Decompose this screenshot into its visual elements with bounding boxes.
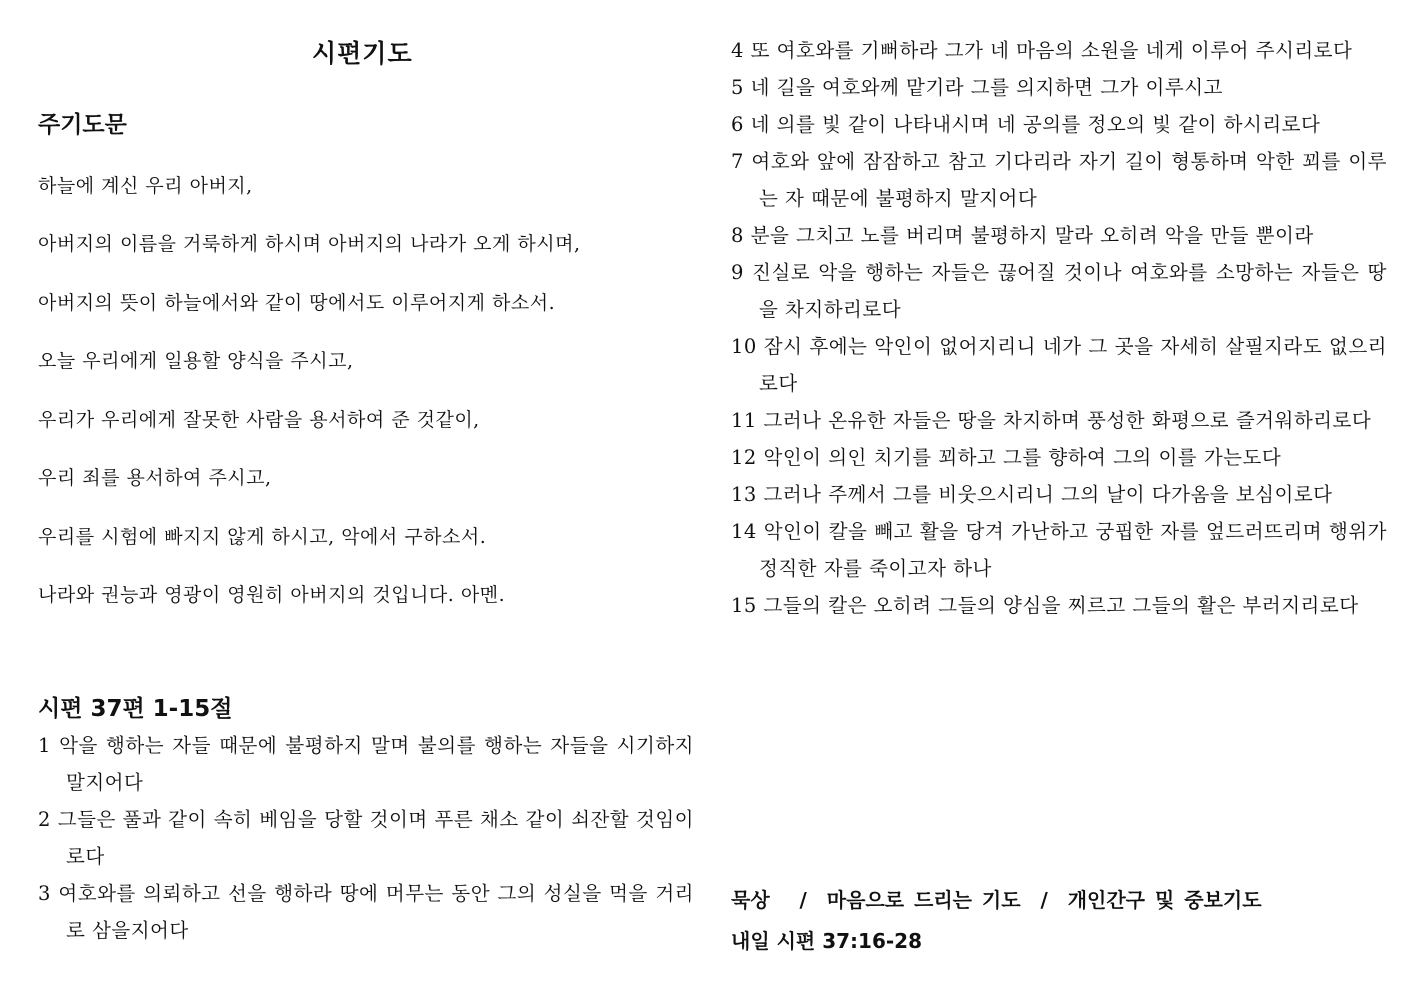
psalm-verse: 14 악인이 칼을 빼고 활을 당겨 가난하고 궁핍한 자를 엎드러뜨리며 행위가 정직한 자를 죽이고자 하나 xyxy=(731,520,1387,580)
psalm-heading: 시편 37편 1-15절 xyxy=(38,696,233,722)
prayer-line: 아버지의 이름을 거룩하게 하시며 아버지의 나라가 오게 하시며, xyxy=(38,233,581,255)
psalm-verse: 9 진실로 악을 행하는 자들은 끊어질 것이나 여호와를 소망하는 자들은 땅을 차지하리로다 xyxy=(731,261,1387,321)
psalm-verse: 3 여호와를 의뢰하고 선을 행하라 땅에 머무는 동안 그의 성실을 먹을 거리로 삼을지어다 xyxy=(38,882,694,942)
prayer-line: 나라와 권능과 영광이 영원히 아버지의 것입니다. 아멘. xyxy=(38,584,506,606)
lords-prayer-heading: 주기도문 xyxy=(38,112,127,138)
prayer-line: 우리가 우리에게 잘못한 사람을 용서하여 준 것같이, xyxy=(38,409,480,431)
psalm-verse: 1 악을 행하는 자들 때문에 불평하지 말며 불의를 행하는 자들을 시기하지 말지어다 xyxy=(38,734,694,794)
psalm-verse: 5 네 길을 여호와께 맡기라 그를 의지하면 그가 이루시고 xyxy=(731,76,1223,99)
tomorrow-reading: 내일 시편 37:16-28 xyxy=(731,929,923,953)
psalm-verse: 10 잠시 후에는 악인이 없어지리니 네가 그 곳을 자세히 살필지라도 없으리로다 xyxy=(731,335,1387,395)
psalm-verse: 12 악인이 의인 치기를 꾀하고 그를 향하여 그의 이를 가는도다 xyxy=(731,446,1282,469)
psalm-verse: 13 그러나 주께서 그를 비웃으시리니 그의 날이 다가옴을 보심이로다 xyxy=(731,483,1333,506)
prayer-line: 하늘에 계신 우리 아버지, xyxy=(38,175,253,197)
psalm-verse: 2 그들은 풀과 같이 속히 베임을 당할 것이며 푸른 채소 같이 쇠잔할 것임이로다 xyxy=(38,808,694,868)
psalm-verses-left xyxy=(38,727,694,949)
prayer-line: 아버지의 뜻이 하늘에서와 같이 땅에서도 이루어지게 하소서. xyxy=(38,292,556,314)
psalm-verse: 15 그들의 칼은 오히려 그들의 양심을 찌르고 그들의 활은 부러지리로다 xyxy=(731,594,1359,617)
psalm-verse: 7 여호와 앞에 잠잠하고 참고 기다리라 자기 길이 형통하며 악한 꾀를 이루는 자 때문에 불평하지 말지어다 xyxy=(731,150,1387,210)
meditation-guide: 묵상 / 마음으로 드리는 기도 / 개인간구 및 중보기도 xyxy=(731,888,1262,912)
prayer-line: 우리를 시험에 빠지지 않게 하시고, 악에서 구하소서. xyxy=(38,526,487,548)
psalm-verse: 8 분을 그치고 노를 버리며 불평하지 말라 오히려 악을 만들 뿐이라 xyxy=(731,224,1314,247)
page-title: 시편기도 xyxy=(312,39,413,68)
psalm-verse: 11 그러나 온유한 자들은 땅을 차지하며 풍성한 화평으로 즐거워하리로다 xyxy=(731,409,1372,432)
psalm-verse: 6 네 의를 빛 같이 나타내시며 네 공의를 정오의 빛 같이 하시리로다 xyxy=(731,113,1321,136)
psalm-verses-right xyxy=(731,32,1387,624)
psalm-verse: 4 또 여호와를 기뻐하라 그가 네 마음의 소원을 네게 이루어 주시리로다 xyxy=(731,39,1353,62)
prayer-line: 우리 죄를 용서하여 주시고, xyxy=(38,467,272,489)
prayer-line: 오늘 우리에게 일용할 양식을 주시고, xyxy=(38,350,354,372)
